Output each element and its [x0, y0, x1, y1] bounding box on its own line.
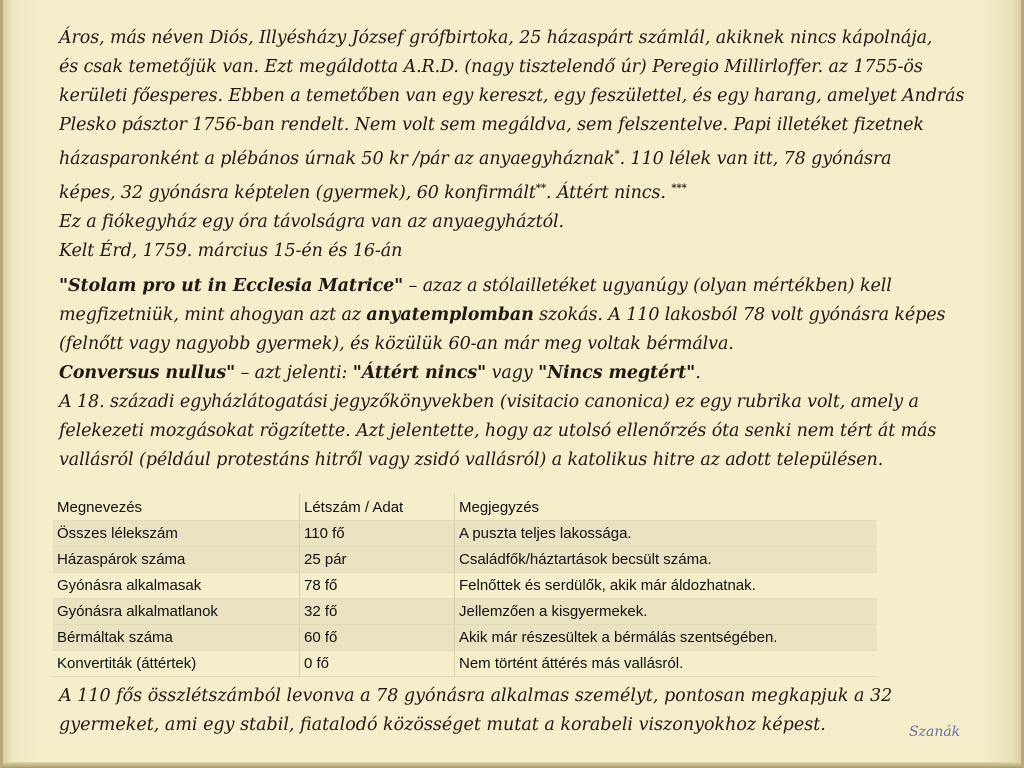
table-cell: Összes lélekszám — [53, 521, 300, 547]
table-cell: Jellemzően a kisgyermekek. — [455, 599, 878, 625]
text-line: Ez a fiókegyház egy óra távolságra van az anyaegyháztól. — [59, 211, 564, 232]
text-line: Plesko pásztor 1756-ban rendelt. Nem volt sem megáldva, sem felszentelve. Papi illetéket fizetnek — [59, 115, 924, 135]
text-line: (felnőtt vagy nagyobb gyermek), és közülük 60-an már meg voltak bérmálva. — [59, 333, 734, 354]
text-line: kerületi főesperes. Ebben a temetőben van egy kereszt, egy feszülettel, és egy harang, amelyet András — [59, 86, 965, 106]
table-header-row — [53, 494, 877, 521]
table-cell: Bérmáltak száma — [53, 625, 300, 651]
text-line — [59, 174, 979, 208]
text-span: . 110 lélek van itt, 78 gyónásra — [619, 148, 892, 169]
text-line — [59, 140, 979, 174]
table-cell: Gyónásra alkalmasak — [53, 573, 300, 599]
text-span: megfizetniük, mint ahogyan azt az — [59, 304, 367, 325]
text-line: Áros, más néven Diós, Illyésházy József grófbirtoka, 25 házaspárt számlál, akiknek nincs kápolnája, — [59, 28, 933, 48]
note-term: "Nincs megtért" — [538, 362, 696, 383]
summary-text — [59, 682, 959, 740]
note-term: "Áttért nincs" — [352, 362, 487, 383]
text-line: A 18. századi egyházlátogatási jegyzőkönyvekben (visitacio canonica) ez egy rubrika volt, amely a — [59, 391, 919, 412]
footnote-marker: *** — [671, 182, 687, 194]
text-span: házasparonként a plébános úrnak 50 kr /pár az anyaegyháznak — [59, 148, 615, 169]
text-span: – azaz a stólailletéket ugyanúgy (olyan mértékben) kell — [403, 275, 892, 296]
table-header-cell: Létszám / Adat — [300, 494, 455, 521]
table-cell: Akik már részesültek a bérmálás szentségében. — [455, 625, 878, 651]
note-stolam — [59, 272, 979, 301]
text-line: A 110 fős összlétszámból levonva a 78 gyónásra alkalmas személyt, pontosan megkapjuk a 32 — [59, 686, 893, 706]
table-cell: 110 fő — [300, 521, 455, 547]
table-header-cell: Megjegyzés — [455, 494, 878, 521]
text-line: felekezeti mozgásokat rögzítette. Azt jelentette, hogy az utolsó ellenőrzés óta senki nem tért át más — [59, 420, 937, 441]
text-span: . — [695, 362, 701, 383]
table-cell: Konvertiták (áttértek) — [53, 651, 300, 677]
note-term: "Stolam pro ut in Ecclesia Matrice" — [59, 275, 404, 296]
table-cell: Gyónásra alkalmatlanok — [53, 599, 300, 625]
table-cell: 0 fő — [300, 651, 455, 677]
table-cell: 25 pár — [300, 547, 455, 573]
note-term: anyatemplomban — [366, 304, 534, 325]
text-span: – azt jelenti: — [235, 362, 353, 383]
table-row — [53, 521, 877, 547]
text-line — [59, 301, 979, 330]
text-span: . Áttért nincs. — [546, 182, 666, 203]
table-cell: 78 fő — [300, 573, 455, 599]
text-span: vagy — [486, 362, 539, 383]
footnote-marker: * — [614, 149, 620, 160]
table-cell: 60 fő — [300, 625, 455, 651]
note-conversus — [59, 359, 979, 388]
text-span: képes, 32 gyónásra képtelen (gyermek), 60 konfirmált — [59, 182, 536, 203]
table-cell: Házaspárok száma — [53, 547, 300, 573]
table-cell: A puszta teljes lakossága. — [455, 521, 878, 547]
summary-table — [53, 494, 877, 677]
text-line: gyermeket, ami egy stabil, fiatalodó közösséget mutat a korabeli viszonyokhoz képest. — [59, 715, 826, 735]
table-cell: Nem történt áttérés más vallásról. — [455, 651, 878, 677]
table-row — [53, 573, 877, 599]
text-span: szokás. A 110 lakosból 78 volt gyónásra képes — [533, 304, 946, 325]
table-header-cell: Megnevezés — [53, 494, 300, 521]
table-cell: Családfők/háztartások becsült száma. — [455, 547, 878, 573]
table-cell: 32 fő — [300, 599, 455, 625]
text-line: és csak temetőjük van. Ezt megáldotta A.R.D. (nagy tisztelendő úr) Peregio Millirloffer. az 1755-ös — [59, 57, 923, 77]
table-cell: Felnőttek és serdülők, akik már áldozhatnak. — [455, 573, 878, 599]
table-row — [53, 651, 877, 677]
text-line: Kelt Érd, 1759. március 15-én és 16-án — [59, 240, 403, 261]
table-row — [53, 547, 877, 573]
note-term: Conversus nullus" — [59, 362, 236, 383]
main-text — [59, 24, 979, 475]
signature: Szanák — [909, 724, 961, 740]
table-row — [53, 599, 877, 625]
table-row — [53, 625, 877, 651]
text-line: vallásról (például protestáns hitről vagy zsidó vallásról) a katolikus hitre az adott településen. — [59, 449, 884, 470]
footnote-marker: ** — [535, 182, 547, 194]
